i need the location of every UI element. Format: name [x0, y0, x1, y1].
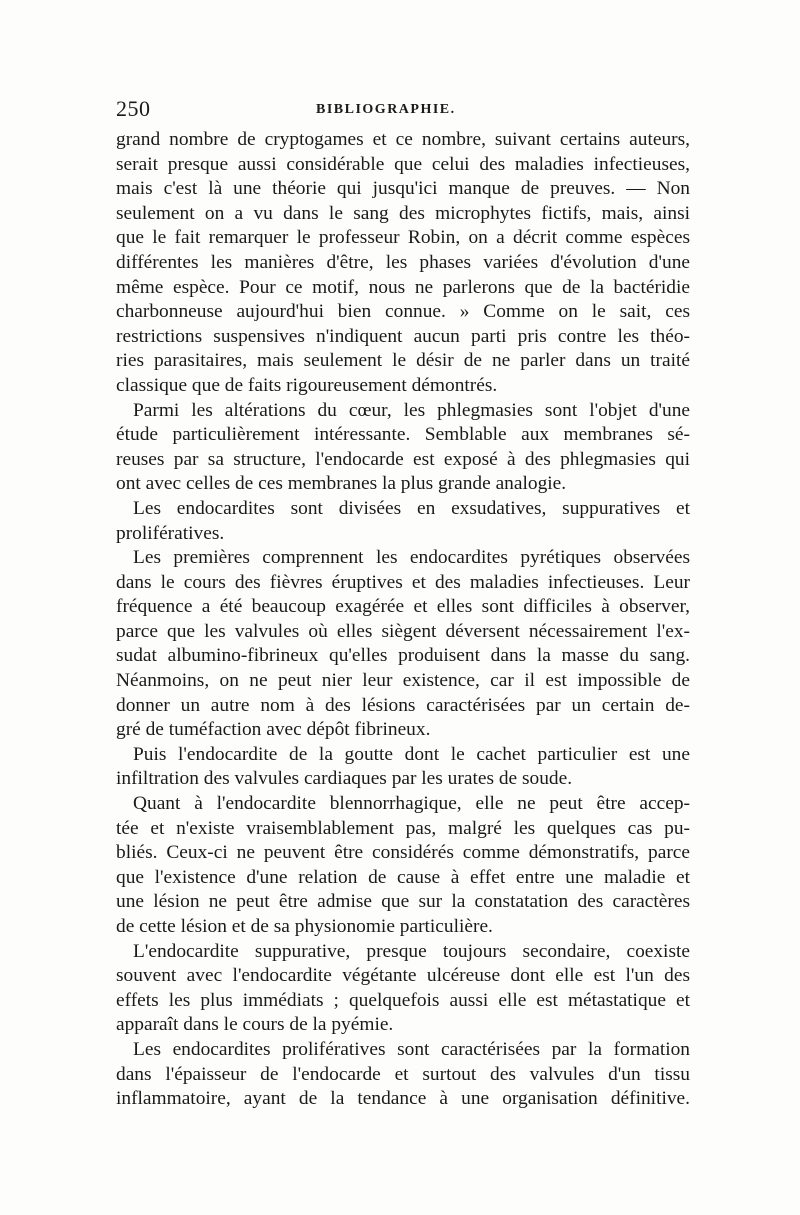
text-line: grand nombre de cryptogames et ce nombre, suivant certains auteurs,	[116, 129, 690, 150]
text-line: seulement on a vu dans le sang des microphytes fictifs, mais, ainsi	[116, 202, 690, 224]
text-line: charbonneuse aujourd'hui bien connue. » Comme on le sait, ces	[116, 301, 690, 323]
text-line: Les premières comprennent les endocardites pyrétiques observées	[133, 547, 690, 569]
running-title: BIBLIOGRAPHIE.	[316, 102, 456, 117]
text-line: étude particulièrement intéressante. Semblable aux membranes sé-	[116, 424, 690, 446]
text-line: Parmi les altérations du cœur, les phlegmasies sont l'objet d'une	[133, 399, 690, 421]
text-line: de cette lésion et de sa physionomie particulière.	[116, 916, 493, 937]
text-line: ont avec celles de ces membranes la plus grande analogie.	[116, 473, 567, 495]
text-line: différentes les manières d'être, les phases variées d'évolution d'une	[116, 251, 690, 273]
text-line: donner un autre nom à des lésions caractérisées par un certain de-	[116, 694, 690, 716]
text-line: bliés. Ceux-ci ne peuvent être considérés comme démonstratifs, parce	[116, 842, 690, 864]
text-line: que l'existence d'une relation de cause à effet entre une maladie et	[116, 866, 690, 888]
text-line: L'endocardite suppurative, presque toujours secondaire, coexiste	[133, 940, 690, 962]
text-line: Les endocardites prolifératives sont caractérisées par la formation	[133, 1038, 690, 1060]
text-line: souvent avec l'endocardite végétante ulcéreuse dont elle est l'un des	[116, 965, 690, 987]
text-line: gré de tuméfaction avec dépôt fibrineux.	[116, 719, 431, 741]
text-line: restrictions suspensives n'indiquent aucun parti pris contre les théo-	[116, 325, 690, 347]
text-line: dans le cours des fièvres éruptives et des maladies infectieuses. Leur	[116, 571, 690, 593]
text-line: que le fait remarquer le professeur Robin, on a décrit comme espèces	[116, 227, 690, 249]
text-line: Quant à l'endocardite blennorrhagique, elle ne peut être accep-	[133, 793, 690, 815]
text-line: classique que de faits rigoureusement démontrés.	[116, 374, 498, 396]
text-line: inflammatoire, ayant de la tendance à une organisation définitive.	[116, 1088, 690, 1110]
text-line: infiltration des valvules cardiaques par les urates de soude.	[116, 768, 573, 790]
text-line: apparaît dans le cours de la pyémie.	[116, 1014, 394, 1036]
text-line: effets les plus immédiats ; quelquefois aussi elle est métastatique et	[116, 989, 690, 1011]
text-line: mais c'est là une théorie qui jusqu'ici manque de preuves. — Non	[116, 178, 690, 200]
text-line: serait presque aussi considérable que celui des maladies infectieuses,	[116, 153, 690, 175]
text-line: prolifératives.	[116, 522, 225, 544]
text-line: Néanmoins, on ne peut nier leur existence, car il est impossible de	[116, 670, 690, 692]
text-line: reuses par sa structure, l'endocarde est exposé à des phlegmasies qui	[116, 448, 690, 470]
text-line: tée et n'existe vraisemblablement pas, malgré les quelques cas pu-	[116, 817, 690, 839]
body-text	[116, 128, 690, 1112]
text-line: ries parasitaires, mais seulement le désir de ne parler dans un traité	[116, 350, 690, 372]
text-line: Puis l'endocardite de la goutte dont le cachet particulier est une	[133, 743, 690, 765]
text-line: dans l'épaisseur de l'endocarde et surtout des valvules d'un tissu	[116, 1063, 690, 1085]
text-line: Les endocardites sont divisées en exsudatives, suppuratives et	[133, 497, 690, 519]
text-line: même espèce. Pour ce motif, nous ne parlerons que de la bactéridie	[116, 276, 690, 298]
text-line: une lésion ne peut être admise que sur la constatation des caractères	[116, 891, 690, 913]
page-header	[116, 96, 688, 126]
text-line: fréquence a été beaucoup exagérée et elles sont difficiles à observer,	[116, 596, 690, 618]
page-number: 250	[116, 96, 151, 121]
text-line: sudat albumino-fibrineux qu'elles produisent dans la masse du sang.	[116, 645, 690, 667]
text-line: parce que les valvules où elles siègent déversent nécessairement l'ex-	[116, 620, 690, 642]
